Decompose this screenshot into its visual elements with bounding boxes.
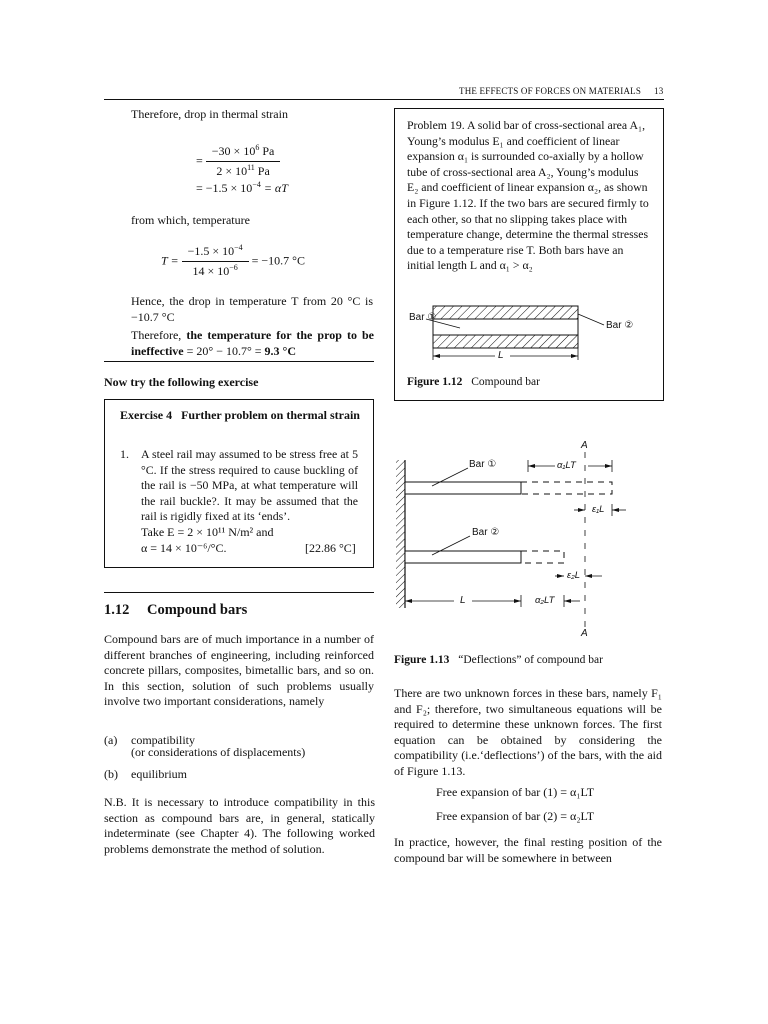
fig12-bar1-label: Bar ①	[409, 312, 437, 323]
in-practice-paragraph: In practice, however, the final resting position of the compound bar will be somewhere in between	[394, 835, 662, 865]
therefore-rule	[104, 361, 374, 362]
fig13-alpha1LT-label: α₁LT	[557, 460, 576, 471]
fig13-bar1-label: Bar ①	[469, 459, 497, 470]
section-title: Compound bars	[147, 602, 248, 618]
fig13-caption-label: Figure 1.13	[394, 654, 450, 666]
fig13-L-label: L	[460, 595, 466, 606]
section-heading	[104, 602, 247, 619]
fig13-A-top: A	[581, 440, 588, 451]
list-item-a: (a) compatibility	[104, 733, 195, 747]
hence-text: Hence, the drop in temperature T from 20 °C is −10.7 °C	[131, 294, 373, 324]
exercise-answer: [22.86 °C]	[305, 541, 356, 555]
exercise-text: A steel rail may assumed to be stress free at 5 °C. If the stress required to cause buckling of the rail is −50 MPa, at what temperature will the rail buckle?. It may be assumed that the rail is rigidly fixed at its ‘ends’.	[141, 447, 358, 524]
now-try-heading: Now try the following exercise	[104, 375, 259, 389]
compound-bars-paragraph: Compound bars are of much importance in a number of different branches of engineering, including reinforced concrete pillars, composites, bimetallic bars, and so on. In this section, solution of such problems usually involve two important considerations, namely	[104, 632, 374, 709]
exercise-title: Exercise 4 Further problem on thermal strain	[120, 408, 360, 422]
exercise-item-number: 1.	[120, 447, 129, 461]
eq1-numerator: −30 × 10	[211, 144, 256, 158]
therefore-text: Therefore, the temperature for the prop to be ineffective = 20° − 10.7° = 9.3 °C	[131, 328, 374, 358]
header-rule	[104, 99, 664, 100]
list-item-b: (b) equilibrium	[104, 767, 187, 781]
section-number: 1.12	[104, 602, 130, 618]
figure-1-12	[400, 300, 660, 370]
fig12-length-label: L	[498, 350, 504, 361]
nb-paragraph: N.B. It is necessary to introduce compatibility in this section as compound bars are, in general, statically indeterminate (see Chapter 4). The following worked problems demonstrate the method of solution.	[104, 795, 375, 856]
fig13-bar2	[405, 551, 521, 563]
list-item-a-line2: (or considerations of displacements)	[131, 745, 306, 759]
unknown-forces-paragraph: There are two unknown forces in these bars, namely F₁ and F₂; therefore, two simultaneous equations will be required to determine these unknown forces. The first equation can be obtained by considering the compatibility (i.e.‘deflections’) of the bars, with the aid of Figure 1.13.	[394, 686, 662, 778]
fig13-eps1L-label: ε₁L	[592, 504, 605, 515]
free-expansion-bar2: Free expansion of bar (2) = α₂LT	[436, 809, 595, 823]
fig12-bar2-label: Bar ②	[606, 320, 634, 331]
thermal-strain-intro: Therefore, drop in thermal strain	[131, 107, 288, 121]
figure-1-12-caption	[407, 376, 540, 388]
fig13-wall	[396, 460, 405, 608]
fig13-eps2L-label: ε₂L	[567, 570, 581, 581]
exercise-alpha: α = 14 × 10⁻⁶/°C.	[141, 541, 227, 555]
eq1-denominator: 2 × 10	[216, 164, 248, 178]
fig13-A-bottom: A	[581, 628, 588, 639]
figure-1-13-caption	[394, 654, 603, 666]
fig13-bar2-label: Bar ②	[472, 527, 500, 538]
equation-strain-fraction: = $\frac{-30 \times 10^6 Pa}{2 \times 10^{11} Pa}$	[196, 144, 280, 179]
running-title: THE EFFECTS OF FORCES ON MATERIALS	[459, 86, 642, 96]
problem-text: Problem 19. A solid bar of cross-sectional area A₁, Young’s modulus E₁ and coefficient of linear expansion α₁ is surrounded co-axially by a hollow tube of cross-sectional area A₂, Young’s modulus E₂ and coefficient of linear expansion α₂, as shown in Figure 1.12. If the two bars are secured firmly to each other, so that no slipping takes place with temperature change, determine the thermal stresses due to a temperature rise T. Both bars have an initial length L and α₁ > α₂	[407, 118, 649, 273]
exercise-take: Take E = 2 × 10¹¹ N/m² and	[141, 525, 274, 539]
fig13-caption-text: “Deflections” of compound bar	[458, 654, 603, 666]
from-which-text: from which, temperature	[131, 213, 250, 227]
free-expansion-bar1: Free expansion of bar (1) = α₁LT	[436, 785, 595, 799]
fig12-caption-text: Compound bar	[471, 376, 540, 388]
equation-strain-result: = $-1.5 \times 10^{-4} = \alpha T$	[196, 180, 288, 195]
equation-temperature: T = $\frac{-1.5 \times 10^{-4}}{14 \times 10^{-6}}$ = −10.7 °C	[161, 243, 305, 278]
page-number: 13	[654, 86, 664, 96]
fig13-bar1	[405, 482, 521, 494]
figure-1-13	[392, 438, 662, 643]
section-rule	[104, 592, 374, 593]
running-header	[459, 86, 669, 96]
fig12-caption-label: Figure 1.12	[407, 376, 463, 388]
fig13-alpha2LT-label: α₂LT	[535, 595, 555, 606]
